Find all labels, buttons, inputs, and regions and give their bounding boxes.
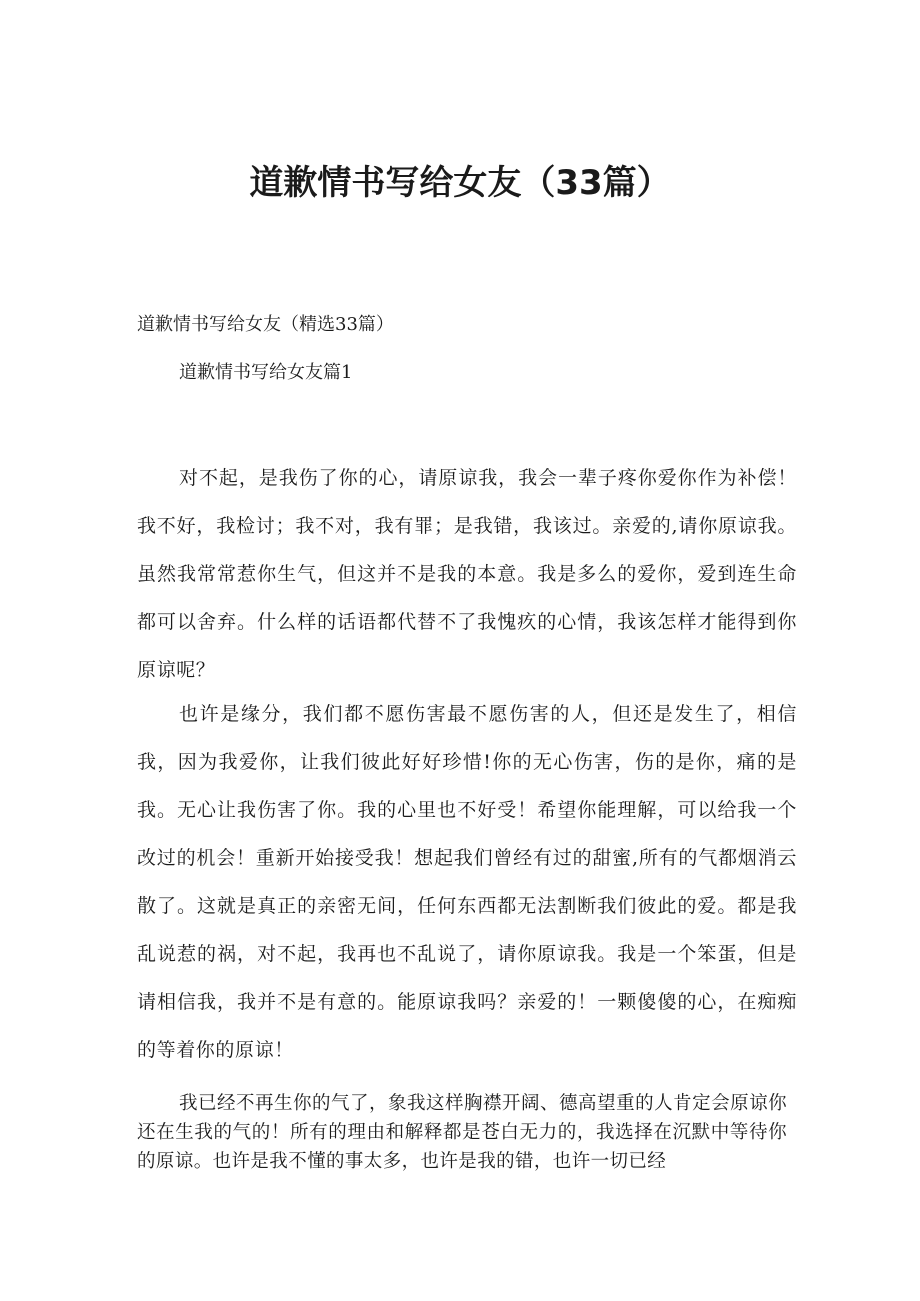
section-heading: 道歉情书写给女友篇1 (179, 362, 353, 383)
paragraph-1: 对不起，是我伤了你的心，请原谅我，我会一辈子疼你爱你作为补偿！我不好，我检讨；我不对，我有罪；是我错，我该过。亲爱的,请你原谅我。虽然我常常惹你生气，但这并不是我的本意。我是多么的爱你，爱到连生命都可以舍弃。什么样的话语都代替不了我愧疚的心情，我该怎样才能得到你原谅呢？ (137, 467, 797, 681)
document-title: 道歉情书写给女友（33篇） (249, 163, 671, 203)
document-subtitle: 道歉情书写给女友（精选33篇） (137, 314, 394, 335)
paragraph-3: 我已经不再生你的气了，象我这样胸襟开阔、德高望重的人肯定会原谅你还在生我的气的！所有的理由和解释都是苍白无力的，我选择在沉默中等待你的原谅。也许是我不懂的事太多，也许是我的错，也许一切已经 (137, 1093, 787, 1172)
paragraph-2: 也许是缘分，我们都不愿伤害最不愿伤害的人，但还是发生了，相信我，因为我爱你，让我们彼此好好珍惜!你的无心伤害，伤的是你，痛的是我。无心让我伤害了你。我的心里也不好受！希望你能理解，可以给我一个改过的机会！重新开始接受我！想起我们曾经有过的甜蜜,所有的气都烟消云散了。这就是真正的亲密无间，任何东西都无法割断我们彼此的爱。都是我乱说惹的祸，对不起，我再也不乱说了，请你原谅我。我是一个笨蛋，但是请相信我，我并不是有意的。能原谅我吗？亲爱的！一颗傻傻的心，在痴痴的等着你的原谅！ (137, 703, 797, 1061)
